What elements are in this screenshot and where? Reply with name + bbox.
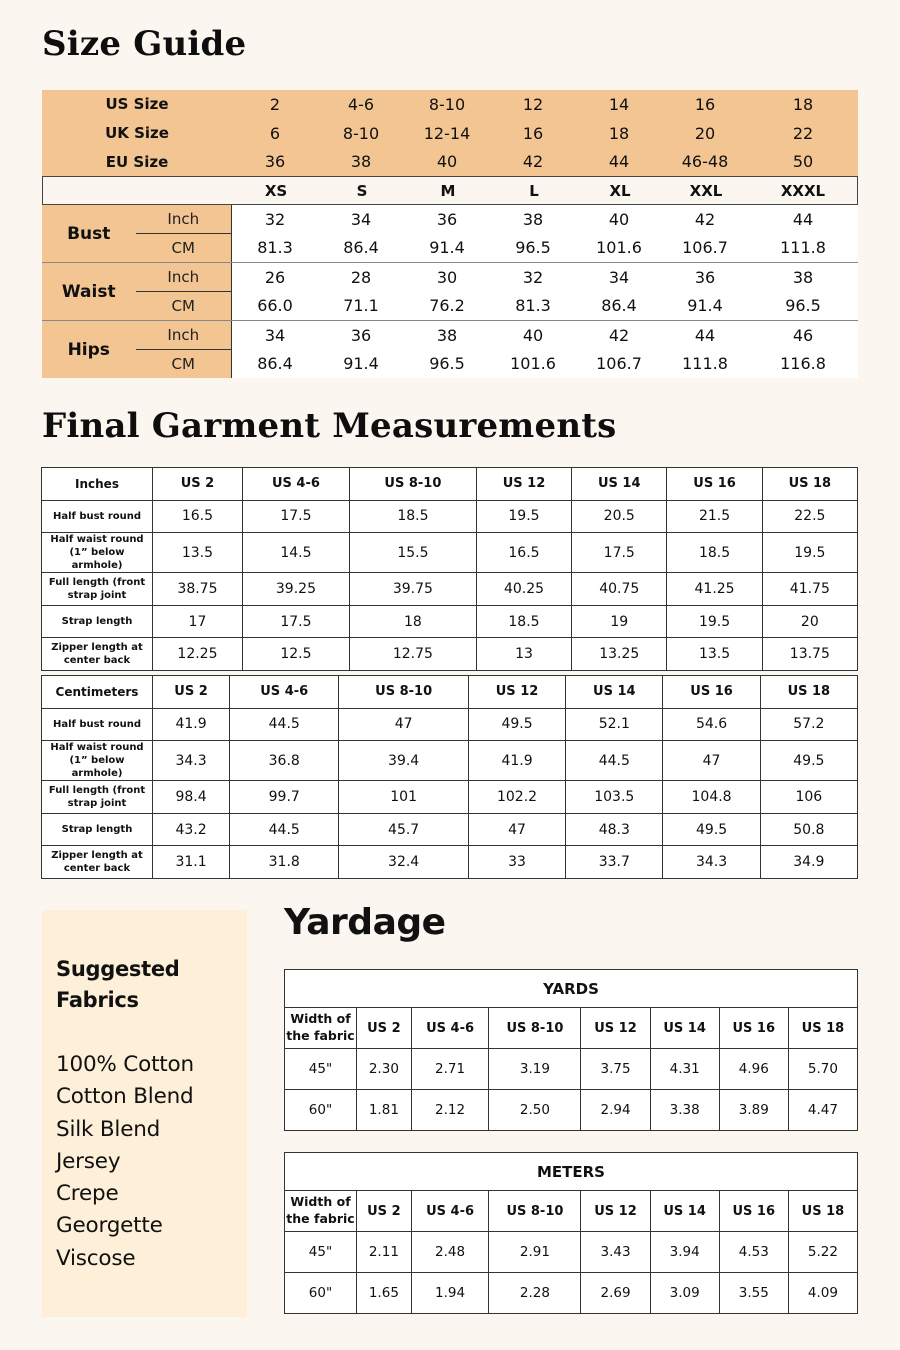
table-caption: METERS	[285, 1153, 858, 1191]
unit-label: Inch	[136, 321, 232, 350]
measurement-values	[232, 263, 858, 320]
cell: 44.5	[566, 741, 663, 781]
cell: 16.5	[476, 533, 571, 573]
measurement-row	[232, 350, 858, 379]
cell: 44	[792, 209, 814, 229]
cell: 41.25	[667, 573, 762, 606]
measurement-label-group	[42, 263, 232, 320]
cell: 16.5	[153, 500, 243, 533]
size-header: US 8-10	[489, 1008, 581, 1049]
cell: 91.4	[429, 238, 465, 258]
cell: 22.5	[762, 500, 857, 533]
unit-label: CM	[171, 354, 195, 373]
row-label: Full length (front strap joint	[42, 781, 153, 814]
cell: 106	[760, 781, 857, 814]
cell: 36.8	[230, 741, 339, 781]
size-header: US 16	[719, 1191, 788, 1232]
size-header: US 18	[788, 1008, 857, 1049]
cell: 3.94	[650, 1232, 719, 1273]
cell: 18	[349, 605, 476, 638]
cell: 116.8	[780, 354, 826, 374]
cell: 49.5	[760, 741, 857, 781]
size-header: US 16	[663, 676, 760, 709]
size-header: US 4-6	[242, 468, 349, 501]
table-row	[42, 846, 858, 879]
table-row	[285, 1049, 858, 1090]
size-header: US 16	[667, 468, 762, 501]
unit-label: Inch	[136, 263, 232, 292]
cell: 8-10	[428, 94, 466, 114]
cell: 2.94	[581, 1090, 650, 1131]
cell: 2	[269, 94, 281, 114]
cell: 2.71	[411, 1049, 489, 1090]
cell: 2.28	[489, 1273, 581, 1314]
cell: 42	[522, 152, 544, 172]
size-header: US 12	[581, 1191, 650, 1232]
yardage-meters-table	[284, 1152, 858, 1314]
cell: 12.25	[153, 638, 243, 671]
cell: 5.70	[788, 1049, 857, 1090]
cell: 13.75	[762, 638, 857, 671]
cell: 4.47	[788, 1090, 857, 1131]
cell: 49.5	[468, 708, 565, 741]
cell: 31.1	[153, 846, 230, 879]
cell: 39.75	[349, 573, 476, 606]
cell: 96.5	[429, 354, 465, 374]
cell: 47	[339, 708, 469, 741]
cell: 13.25	[572, 638, 667, 671]
cell: 34.9	[760, 846, 857, 879]
cell: 2.48	[411, 1232, 489, 1273]
cell: 21.5	[667, 500, 762, 533]
size-header: US 16	[719, 1008, 788, 1049]
cell: 5.22	[788, 1232, 857, 1273]
unit-labels	[136, 263, 232, 320]
cell: 30	[436, 267, 458, 287]
cell: 38	[792, 267, 814, 287]
table-row	[285, 1232, 858, 1273]
cell: 76.2	[429, 296, 465, 316]
cell: 43.2	[153, 813, 230, 846]
cell: 103.5	[566, 781, 663, 814]
size-guide-table	[42, 90, 858, 378]
table-row	[42, 500, 858, 533]
cell: 28	[350, 267, 372, 287]
cell: 36	[694, 267, 716, 287]
table-caption: YARDS	[285, 970, 858, 1008]
cell: 52.1	[566, 708, 663, 741]
fabric-item: 100% Cotton	[56, 1052, 194, 1077]
cell: 98.4	[153, 781, 230, 814]
cell: 36	[264, 152, 286, 172]
caption-row	[285, 970, 858, 1008]
cell: 44	[608, 152, 630, 172]
header-row	[285, 1191, 858, 1232]
measurement-row	[232, 292, 858, 321]
fabric-item: Jersey	[56, 1148, 121, 1174]
cell: 40.25	[476, 573, 571, 606]
size-header: US 12	[581, 1008, 650, 1049]
cell: 40	[522, 325, 544, 345]
cell: 38	[522, 209, 544, 229]
fabric-item: Cotton Blend	[56, 1084, 194, 1110]
cell: 66.0	[257, 296, 293, 316]
fabric-width: 45"	[285, 1049, 357, 1090]
table-row	[285, 1090, 858, 1131]
size-header: US 14	[650, 1008, 719, 1049]
letter-size: XL	[609, 181, 631, 200]
cell: 2.12	[411, 1090, 489, 1131]
row-label: UK Size	[105, 124, 169, 143]
cell: 32.4	[339, 846, 469, 879]
cell: 12.75	[349, 638, 476, 671]
cell: 81.3	[257, 238, 293, 258]
cell: 44.5	[230, 813, 339, 846]
cell: 33	[468, 846, 565, 879]
cell: 20	[762, 605, 857, 638]
cell: 45.7	[339, 813, 469, 846]
cell: 3.43	[581, 1232, 650, 1273]
fabrics-title: Suggested Fabrics	[56, 957, 180, 1012]
cell: 47	[468, 813, 565, 846]
letter-size: S	[356, 181, 368, 200]
cell: 3.38	[650, 1090, 719, 1131]
letter-size: XXL	[689, 181, 723, 200]
cell: 39.4	[339, 741, 469, 781]
cell: 20.5	[572, 500, 667, 533]
letter-size: L	[529, 181, 539, 200]
cell: 17.5	[242, 500, 349, 533]
size-header: US 2	[153, 676, 230, 709]
size-header: US 8-10	[489, 1191, 581, 1232]
cell: 12-14	[423, 123, 471, 143]
cell: 2.69	[581, 1273, 650, 1314]
size-header: US 12	[468, 676, 565, 709]
cell: 38.75	[153, 573, 243, 606]
measurement-values	[232, 321, 858, 378]
letter-size: M	[440, 181, 456, 200]
measurement-label-group	[42, 321, 232, 378]
measurement-row	[232, 234, 858, 263]
fabric-item: Crepe	[56, 1181, 119, 1207]
table-row	[42, 813, 858, 846]
cell: 14.5	[242, 533, 349, 573]
row-label: Strap length	[42, 813, 153, 846]
cell: 20	[694, 123, 716, 143]
cell: 36	[350, 325, 372, 345]
cell: 2.50	[489, 1090, 581, 1131]
measurement-row	[232, 321, 858, 350]
cell: 50	[792, 152, 814, 172]
cell: 4.31	[650, 1049, 719, 1090]
measurement-name: Hips	[67, 339, 110, 360]
cell: 42	[694, 209, 716, 229]
cell: 16	[694, 94, 716, 114]
cell: 81.3	[515, 296, 551, 316]
fabric-item: Georgette	[56, 1213, 163, 1239]
cell: 3.09	[650, 1273, 719, 1314]
table-row	[42, 708, 858, 741]
row-label: Half waist round (1” below armhole)	[42, 533, 153, 573]
size-header: US 18	[760, 676, 857, 709]
cell: 38	[350, 152, 372, 172]
row-label: Half bust round	[42, 500, 153, 533]
measurement-values	[232, 205, 858, 262]
cell: 2.30	[357, 1049, 412, 1090]
letter-size: XXXL	[780, 181, 826, 200]
header-row	[285, 1008, 858, 1049]
measurement-block-bust	[42, 205, 858, 263]
cell: 47	[663, 741, 760, 781]
suggested-fabrics-panel	[42, 910, 247, 1317]
eu-size-row	[42, 147, 858, 176]
cell: 12.5	[242, 638, 349, 671]
fabric-item: Silk Blend	[56, 1116, 161, 1142]
row-label: Zipper length at center back	[42, 638, 153, 671]
cell: 18	[608, 123, 630, 143]
unit-label: Centimeters	[42, 676, 153, 709]
fabric-width: 45"	[285, 1232, 357, 1273]
table-row	[42, 638, 858, 671]
size-header: US 2	[153, 468, 243, 501]
width-label: Width of the fabric	[285, 1191, 357, 1232]
cell: 1.81	[357, 1090, 412, 1131]
cell: 19.5	[476, 500, 571, 533]
size-header: US 2	[357, 1191, 412, 1232]
unit-label: Inch	[136, 205, 232, 234]
cell: 40	[608, 209, 630, 229]
cell: 12	[522, 94, 544, 114]
header-row	[42, 468, 858, 501]
cell: 1.94	[411, 1273, 489, 1314]
cell: 4.09	[788, 1273, 857, 1314]
cell: 38	[436, 325, 458, 345]
cell: 19.5	[762, 533, 857, 573]
cell: 44	[694, 325, 716, 345]
cell: 19.5	[667, 605, 762, 638]
size-header: US 8-10	[349, 468, 476, 501]
cell: 54.6	[663, 708, 760, 741]
measurement-row	[232, 263, 858, 292]
row-label: Half bust round	[42, 708, 153, 741]
yardage-yards-table	[284, 969, 858, 1131]
cell: 96.5	[515, 238, 551, 258]
final-garment-title: Final Garment Measurements	[42, 406, 617, 446]
cell: 2.91	[489, 1232, 581, 1273]
size-header: US 14	[572, 468, 667, 501]
cell: 34	[264, 325, 286, 345]
cell: 91.4	[687, 296, 723, 316]
cell: 40	[436, 152, 458, 172]
garment-inches-table	[41, 467, 858, 671]
cell: 18.5	[349, 500, 476, 533]
measurement-label-group	[42, 205, 232, 262]
cell: 86.4	[601, 296, 637, 316]
cell: 49.5	[663, 813, 760, 846]
cell: 44.5	[230, 708, 339, 741]
unit-label: CM	[171, 238, 195, 257]
cell: 40.75	[572, 573, 667, 606]
size-header: US 4-6	[411, 1191, 489, 1232]
size-header: US 4-6	[230, 676, 339, 709]
measurement-name: Waist	[61, 281, 116, 302]
cell: 18.5	[667, 533, 762, 573]
cell: 32	[264, 209, 286, 229]
cell: 46	[792, 325, 814, 345]
cell: 19	[572, 605, 667, 638]
fabrics-list	[56, 1049, 233, 1275]
size-header: US 12	[476, 468, 571, 501]
cell: 96.5	[785, 296, 821, 316]
row-label: Full length (front strap joint	[42, 573, 153, 606]
cell: 13.5	[153, 533, 243, 573]
cell: 106.7	[682, 238, 728, 258]
cell: 4.53	[719, 1232, 788, 1273]
cell: 46-48	[681, 152, 729, 172]
cell: 22	[792, 123, 814, 143]
cell: 6	[269, 123, 281, 143]
cell: 14	[608, 94, 630, 114]
cell: 101.6	[510, 354, 556, 374]
cell: 71.1	[343, 296, 379, 316]
yardage-title: Yardage	[284, 902, 446, 943]
cell: 86.4	[343, 238, 379, 258]
cell: 2.11	[357, 1232, 412, 1273]
cell: 13	[476, 638, 571, 671]
table-row	[285, 1273, 858, 1314]
cell: 104.8	[663, 781, 760, 814]
cell: 33.7	[566, 846, 663, 879]
size-header: US 2	[357, 1008, 412, 1049]
cell: 48.3	[566, 813, 663, 846]
table-row	[42, 605, 858, 638]
cell: 86.4	[257, 354, 293, 374]
table-row	[42, 741, 858, 781]
letter-size-row	[42, 176, 858, 205]
size-header: US 18	[788, 1191, 857, 1232]
cell: 18.5	[476, 605, 571, 638]
cell: 50.8	[760, 813, 857, 846]
body-measurements	[42, 205, 858, 378]
cell: 15.5	[349, 533, 476, 573]
width-label: Width of the fabric	[285, 1008, 357, 1049]
garment-cm-table	[41, 675, 858, 879]
cell: 34.3	[153, 741, 230, 781]
fabric-width: 60"	[285, 1273, 357, 1314]
cell: 101	[339, 781, 469, 814]
unit-label: CM	[171, 296, 195, 315]
cell: 17.5	[242, 605, 349, 638]
cell: 91.4	[343, 354, 379, 374]
cell: 32	[522, 267, 544, 287]
cell: 16	[522, 123, 544, 143]
row-label: US Size	[105, 95, 169, 114]
cell: 42	[608, 325, 630, 345]
cell: 102.2	[468, 781, 565, 814]
cell: 18	[792, 94, 814, 114]
size-header: US 14	[566, 676, 663, 709]
cell: 34.3	[663, 846, 760, 879]
cell: 41.9	[153, 708, 230, 741]
cell: 4.96	[719, 1049, 788, 1090]
cell: 99.7	[230, 781, 339, 814]
cell: 3.75	[581, 1049, 650, 1090]
table-row	[42, 573, 858, 606]
cell: 1.65	[357, 1273, 412, 1314]
cell: 17.5	[572, 533, 667, 573]
cell: 17	[153, 605, 243, 638]
unit-labels	[136, 321, 232, 378]
unit-labels	[136, 205, 232, 262]
caption-row	[285, 1153, 858, 1191]
row-label: Zipper length at center back	[42, 846, 153, 879]
uk-size-row	[42, 119, 858, 148]
region-size-rows	[42, 90, 858, 176]
cell: 34	[608, 267, 630, 287]
size-header: US 18	[762, 468, 857, 501]
cell: 31.8	[230, 846, 339, 879]
unit-label: Inches	[42, 468, 153, 501]
table-row	[42, 781, 858, 814]
row-label: Strap length	[42, 605, 153, 638]
measurement-block-waist	[42, 263, 858, 321]
cell: 4-6	[347, 94, 375, 114]
header-row	[42, 676, 858, 709]
cell: 41.75	[762, 573, 857, 606]
letter-size: XS	[264, 181, 288, 200]
cell: 3.89	[719, 1090, 788, 1131]
fabric-width: 60"	[285, 1090, 357, 1131]
measurement-block-hips	[42, 321, 858, 378]
cell: 57.2	[760, 708, 857, 741]
measurement-name: Bust	[67, 223, 111, 244]
cell: 106.7	[596, 354, 642, 374]
cell: 26	[264, 267, 286, 287]
measurement-row	[232, 205, 858, 234]
cell: 111.8	[780, 238, 826, 258]
fabric-item: Viscose	[56, 1245, 136, 1271]
cell: 39.25	[242, 573, 349, 606]
row-label: EU Size	[105, 152, 169, 171]
cell: 101.6	[596, 238, 642, 258]
size-guide-title: Size Guide	[42, 24, 247, 64]
cell: 3.19	[489, 1049, 581, 1090]
cell: 36	[436, 209, 458, 229]
us-size-row	[42, 90, 858, 119]
size-header: US 14	[650, 1191, 719, 1232]
table-row	[42, 533, 858, 573]
cell: 41.9	[468, 741, 565, 781]
row-label: Half waist round (1” below armhole)	[42, 741, 153, 781]
size-header: US 4-6	[411, 1008, 489, 1049]
cell: 3.55	[719, 1273, 788, 1314]
size-header: US 8-10	[339, 676, 469, 709]
cell: 8-10	[342, 123, 380, 143]
cell: 34	[350, 209, 372, 229]
cell: 111.8	[682, 354, 728, 374]
cell: 13.5	[667, 638, 762, 671]
